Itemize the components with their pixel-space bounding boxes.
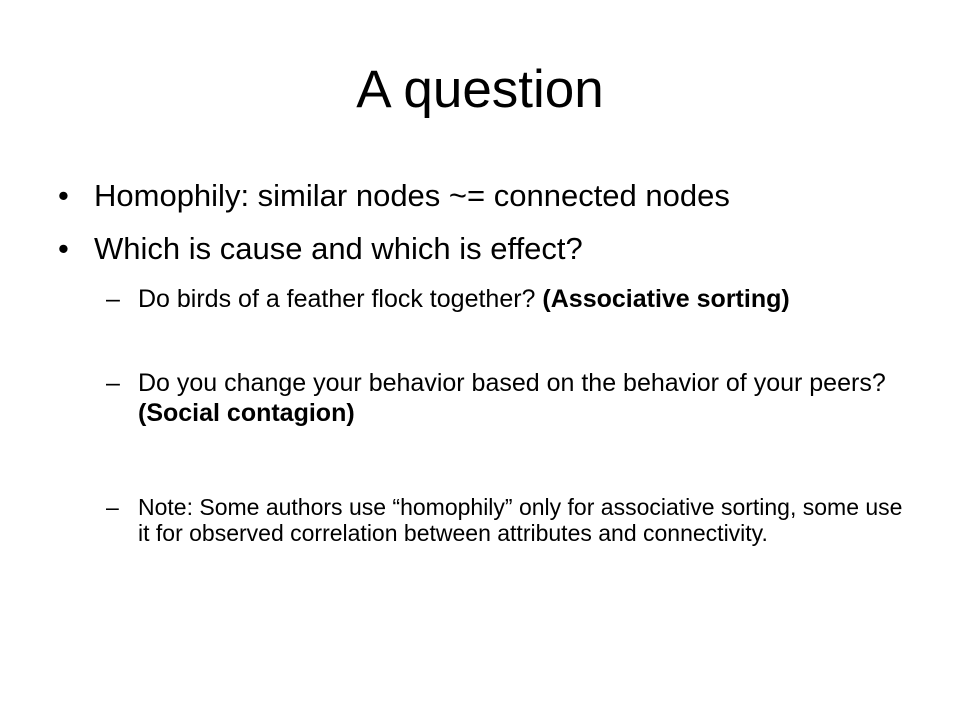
bullet-marker: • [58, 178, 69, 213]
sub-bullet-marker: – [106, 369, 120, 397]
sub-bullet-text [138, 368, 906, 428]
sub-bullet-text [138, 284, 906, 314]
sub-bullet-bold-text: (Associative sorting) [542, 285, 790, 313]
sub-bullet-marker: – [106, 494, 119, 520]
slide-title: A question [356, 60, 604, 119]
sub-bullet-plain-text: Do you change your behavior based on the behavior of your peers? [138, 369, 886, 397]
sub-bullet-plain-text: Do birds of a feather flock together? [138, 285, 543, 313]
sub-bullet-text: Note: Some authors use “homophily” only for associative sorting, some use it for observed correlation between attributes and connectivity. [138, 494, 903, 546]
bullet-marker: • [58, 231, 69, 266]
sub-bullet-bold-text: (Social contagion) [138, 399, 355, 427]
sub-bullet-marker: – [106, 285, 120, 313]
bullet-text: Which is cause and which is effect? [94, 231, 583, 266]
bullet-text: Homophily: similar nodes ~= connected nodes [94, 178, 730, 213]
